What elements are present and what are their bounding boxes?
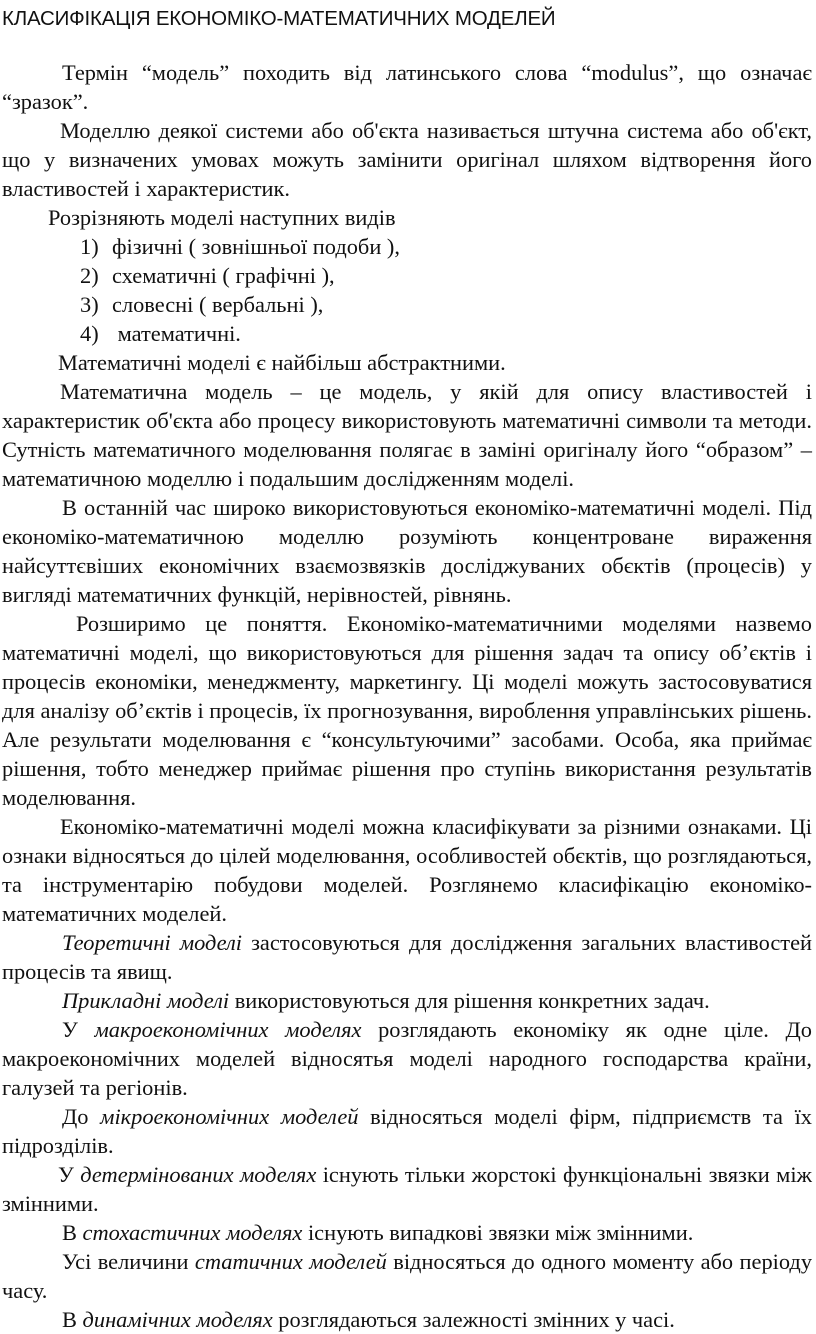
definition-text: розглядаються залежності змінних у часі. bbox=[272, 1307, 675, 1332]
list-item bbox=[2, 261, 812, 290]
definition-text: використовуються для рішення конкретних задач. bbox=[229, 988, 710, 1013]
paragraph-dynamic-models bbox=[2, 1305, 812, 1334]
definition-text: відносяться моделі фірм, підприємств та їх підрозділів. bbox=[2, 1104, 813, 1158]
definition-text: застосовуються для дослідження загальних властивостей процесів та явищ. bbox=[2, 930, 812, 984]
list-item-number: 4) bbox=[80, 321, 99, 346]
definition-text: відносяться до одного моменту або періоду часу. bbox=[2, 1249, 813, 1303]
term-stochastic-models: стохастичних моделях bbox=[82, 1220, 303, 1245]
list-item bbox=[2, 290, 812, 319]
term-static-models: статичних моделей bbox=[194, 1249, 387, 1274]
list-item-number: 1) bbox=[80, 234, 99, 259]
list-item bbox=[2, 232, 812, 261]
paragraph-microeconomic-models bbox=[2, 1102, 812, 1160]
definition-text: розглядають економіку як одне ціле. До макроекономічних моделей відносятья моделі народного господарства країни, галузей та регіонів. bbox=[2, 1017, 812, 1100]
list-item bbox=[2, 319, 812, 348]
paragraph-classification-intro: Економіко-математичні моделі можна класифікувати за різними ознаками. Ці ознаки відносяться до цілей моделювання, особливостей обєктів, що розглядаються, та інструментарію побудови моделей. Розглянемо класифікацію економіко-математичних моделей. bbox=[2, 814, 812, 926]
list-item-text: схематичні ( графічні ), bbox=[112, 263, 335, 288]
document-body bbox=[2, 58, 812, 1334]
term-macroeconomic-models: макроекономічних моделях bbox=[94, 1017, 362, 1042]
paragraph-static-models bbox=[2, 1247, 812, 1305]
list-item-text: словесні ( вербальні ), bbox=[112, 292, 324, 317]
paragraph-stochastic-models bbox=[2, 1218, 812, 1247]
term-theoretical-models: Теоретичні моделі bbox=[62, 930, 242, 955]
term-dynamic-models: динамічних моделях bbox=[82, 1307, 273, 1332]
definition-text: існують випадкові звязки між змінними. bbox=[302, 1220, 694, 1245]
paragraph-model-kinds-intro: Розрізняють моделі наступних видів bbox=[48, 205, 396, 230]
paragraph-applied-models bbox=[2, 986, 812, 1015]
lead-text: В bbox=[62, 1307, 83, 1332]
lead-text: Усі величини bbox=[62, 1249, 195, 1274]
definition-text: існують тільки жорстокі функціональні звязки між змінними. bbox=[2, 1162, 813, 1216]
paragraph-term-origin: Термін “модель” походить від латинського слова “modulus”, що означає “зразок”. bbox=[2, 60, 812, 114]
paragraph-macroeconomic-models bbox=[2, 1015, 812, 1102]
list-item-text: фізичні ( зовнішньої подоби ), bbox=[112, 234, 400, 259]
paragraph-model-definition: Моделлю деякої системи або об'єкта називається штучна система або об'єкт, що у визначених умовах можуть замінити оригінал шляхом відтворення його властивостей і характеристик. bbox=[2, 118, 812, 201]
paragraph-math-model-definition: Математична модель – це модель, у якій для опису властивостей і характеристик об'єкта або процесу використовують математичні символи та методи. Сутність математичного моделювання полягає в заміні оригіналу його “образом” – математичною моделлю і подальшим дослідженням моделі. bbox=[2, 379, 812, 491]
list-item-number: 3) bbox=[80, 292, 99, 317]
paragraph-econ-math-models: В останній час широко використовуються економіко-математичні моделі. Під економіко-математичною моделлю розуміють концентроване вираження найсуттєвіших економічних взаємозвязків досліджуваних обєктів (процесів) у вигляді математичних функцій, нерівностей, рівнянь. bbox=[2, 495, 812, 607]
lead-text: У bbox=[62, 1017, 95, 1042]
paragraph-deterministic-models bbox=[2, 1160, 812, 1218]
paragraph-theoretical-models bbox=[2, 928, 812, 986]
lead-text: У bbox=[58, 1162, 81, 1187]
paragraph-extend-concept: Розширимо це поняття. Економіко-математичними моделями назвемо математичні моделі, що використовуються для рішення задач та опису об’єктів і процесів економіки, менеджменту, маркетингу. Ці моделі можуть застосовуватися для аналізу об’єктів і процесів, їх прогнозування, вироблення управлінських рішень. Але результати моделювання є “консультуючими” засобами. Особа, яка приймає рішення, тобто менеджер приймає рішення про ступінь використання результатів моделювання. bbox=[2, 611, 812, 810]
list-item-text: математичні. bbox=[112, 321, 241, 346]
lead-text: До bbox=[62, 1104, 101, 1129]
term-deterministic-models: детермінованих моделях bbox=[80, 1162, 317, 1187]
document-title: КЛАСИФІКАЦІЯ ЕКОНОМІКО-МАТЕМАТИЧНИХ МОДЕЛЕЙ bbox=[2, 7, 556, 30]
list-item-number: 2) bbox=[80, 263, 99, 288]
term-applied-models: Прикладні моделі bbox=[62, 988, 230, 1013]
model-kinds-list bbox=[2, 232, 812, 348]
term-microeconomic-models: мікроекономічних моделей bbox=[100, 1104, 359, 1129]
paragraph-abstract-models: Математичні моделі є найбільш абстрактними. bbox=[58, 350, 506, 375]
lead-text: В bbox=[62, 1220, 83, 1245]
